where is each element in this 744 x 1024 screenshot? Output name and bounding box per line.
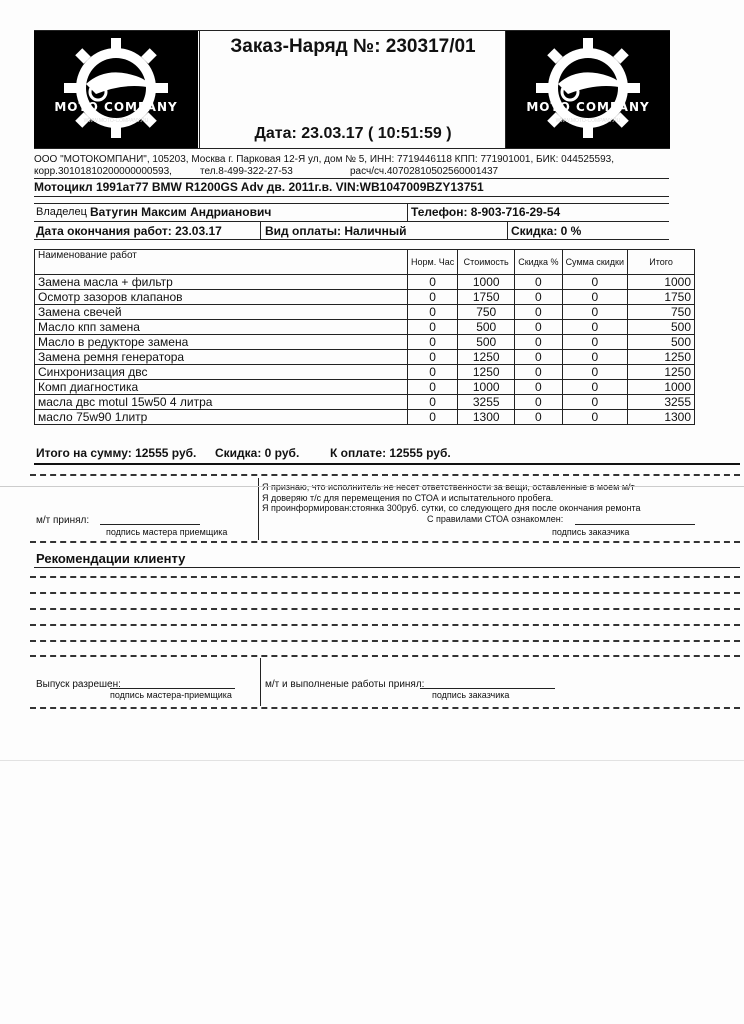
cell-disc-sum: 0 xyxy=(562,365,627,380)
accept-label: м/т принял: xyxy=(36,515,90,526)
terms-line: Я доверяю т/с для перемещения по СТОА и испытательного пробега. xyxy=(262,492,554,503)
total-sum: Итого на сумму: 12555 руб. xyxy=(36,446,197,460)
payment-type: Вид оплаты: Наличный xyxy=(265,224,407,238)
cell-disc: 0 xyxy=(515,365,562,380)
cell-disc: 0 xyxy=(515,275,562,290)
cell-disc-sum: 0 xyxy=(562,290,627,305)
signature-line xyxy=(110,688,235,689)
cell-disc-sum: 0 xyxy=(562,305,627,320)
cell-disc-sum: 0 xyxy=(562,410,627,425)
table-row xyxy=(35,305,695,320)
page-title: Заказ-Наряд №: 230317/01 xyxy=(230,36,476,57)
col-header-total: Итого xyxy=(628,250,695,275)
cell-norm: 0 xyxy=(408,395,458,410)
paper-fold xyxy=(0,760,744,761)
table-row xyxy=(35,350,695,365)
header-border xyxy=(34,30,670,31)
company-phone: тел.8-499-322-27-53 xyxy=(200,166,293,177)
table-row xyxy=(35,365,695,380)
header-border xyxy=(34,148,670,149)
dashed-line xyxy=(30,592,740,594)
separator xyxy=(34,567,740,568)
table-row xyxy=(35,395,695,410)
signature-line xyxy=(420,688,555,689)
cell-cost: 1250 xyxy=(458,365,515,380)
logo-text: MOTO COMPANY xyxy=(54,100,178,114)
dashed-line xyxy=(30,640,740,642)
cell-disc: 0 xyxy=(515,395,562,410)
cell-name: Осмотр зазоров клапанов xyxy=(35,290,408,305)
logo-url: WWW.MOTO-COMPANY.RU xyxy=(555,118,621,124)
total-discount: Скидка: 0 руб. xyxy=(215,446,300,460)
col-header-cost: Стоимость xyxy=(458,250,515,275)
company-info: ООО "МОТОКОМПАНИ", 105203, Москва г. Парковая 12-Я ул, дом № 5, ИНН: 7719446118 КПП: 771901001, БИК: 044525593, xyxy=(34,154,615,165)
acceptance-terms xyxy=(262,482,641,524)
dashed-line xyxy=(30,576,740,578)
cell-cost: 1250 xyxy=(458,350,515,365)
services-table xyxy=(34,249,695,425)
cell-cost: 500 xyxy=(458,320,515,335)
separator xyxy=(34,196,669,197)
cell-total: 1250 xyxy=(628,365,695,380)
separator xyxy=(260,221,261,239)
cell-cost: 1000 xyxy=(458,380,515,395)
terms-line: С правилами СТОА ознакомлен: xyxy=(427,513,564,524)
table-row xyxy=(35,335,695,350)
cell-total: 1750 xyxy=(628,290,695,305)
cell-disc: 0 xyxy=(515,335,562,350)
cell-name: Синхронизация двс xyxy=(35,365,408,380)
release-customer-caption: подпись заказчика xyxy=(432,690,510,700)
cell-name: Масло в редукторе замена xyxy=(35,335,408,350)
owner-label: Владелец xyxy=(36,206,87,218)
cell-cost: 3255 xyxy=(458,395,515,410)
recommendations-title: Рекомендации клиенту xyxy=(36,551,186,566)
cell-norm: 0 xyxy=(408,275,458,290)
cell-disc: 0 xyxy=(515,350,562,365)
cell-total: 500 xyxy=(628,320,695,335)
col-header-discount-sum: Сумма скидки xyxy=(562,250,627,275)
dashed-separator xyxy=(30,541,740,543)
cell-name: Замена свечей xyxy=(35,305,408,320)
work-end-date: Дата окончания работ: 23.03.17 xyxy=(36,224,222,238)
company-corr-account: корр.30101810200000000593, xyxy=(34,166,172,177)
paper-fold xyxy=(0,486,744,487)
company-logo-left xyxy=(34,30,198,148)
col-header-norm: Норм. Час xyxy=(408,250,458,275)
cell-name: Масло кпп замена xyxy=(35,320,408,335)
cell-norm: 0 xyxy=(408,365,458,380)
dashed-separator xyxy=(30,655,740,657)
col-header-name: Наименование работ xyxy=(35,250,408,275)
cell-norm: 0 xyxy=(408,350,458,365)
separator xyxy=(507,221,508,239)
release-customer-label: м/т и выполненые работы принял: xyxy=(265,679,425,690)
company-logo-right xyxy=(506,30,670,148)
separator xyxy=(34,463,740,465)
cell-disc-sum: 0 xyxy=(562,380,627,395)
cell-norm: 0 xyxy=(408,320,458,335)
accept-customer-caption: подпись заказчика xyxy=(552,527,630,537)
cell-disc: 0 xyxy=(515,380,562,395)
cell-norm: 0 xyxy=(408,410,458,425)
cell-name: Замена ремня генератора xyxy=(35,350,408,365)
cell-total: 1000 xyxy=(628,275,695,290)
gear-icon xyxy=(528,36,648,140)
separator xyxy=(34,221,669,222)
dashed-separator xyxy=(30,707,740,709)
cell-name: масла двс motul 15w50 4 литра xyxy=(35,395,408,410)
accept-master-caption: подпись мастера приемщика xyxy=(106,527,228,537)
signature-line xyxy=(100,524,200,525)
cell-total: 1000 xyxy=(628,380,695,395)
cell-cost: 750 xyxy=(458,305,515,320)
cell-disc-sum: 0 xyxy=(562,350,627,365)
cell-norm: 0 xyxy=(408,335,458,350)
separator xyxy=(34,178,669,179)
table-row xyxy=(35,320,695,335)
cell-name: Комп диагностика xyxy=(35,380,408,395)
cell-name: масло 75w90 1литр xyxy=(35,410,408,425)
vehicle-info: Мотоцикл 1991ат77 BMW R1200GS Adv дв. 2011г.в. VIN:WB1047009BZY13751 xyxy=(34,180,484,194)
cell-disc: 0 xyxy=(515,410,562,425)
gear-icon xyxy=(56,36,176,140)
dashed-separator xyxy=(30,474,740,476)
table-row xyxy=(35,410,695,425)
separator xyxy=(407,203,408,221)
dashed-line xyxy=(30,624,740,626)
cell-cost: 1300 xyxy=(458,410,515,425)
discount-percent: Скидка: 0 % xyxy=(511,224,582,238)
table-row xyxy=(35,275,695,290)
total-to-pay: К оплате: 12555 руб. xyxy=(330,446,451,460)
signature-line xyxy=(575,524,695,525)
separator xyxy=(260,658,261,706)
cell-disc: 0 xyxy=(515,290,562,305)
cell-cost: 500 xyxy=(458,335,515,350)
release-master-caption: подпись мастера-приемщика xyxy=(110,690,232,700)
cell-norm: 0 xyxy=(408,290,458,305)
cell-disc-sum: 0 xyxy=(562,320,627,335)
cell-total: 500 xyxy=(628,335,695,350)
cell-disc-sum: 0 xyxy=(562,275,627,290)
cell-cost: 1750 xyxy=(458,290,515,305)
cell-disc: 0 xyxy=(515,305,562,320)
separator xyxy=(34,203,669,204)
release-label: Выпуск разрешен: xyxy=(36,679,121,690)
owner-phone: Телефон: 8-903-716-29-54 xyxy=(411,205,561,219)
order-date: Дата: 23.03.17 ( 10:51:59 ) xyxy=(254,125,452,142)
cell-disc: 0 xyxy=(515,320,562,335)
table-row xyxy=(35,380,695,395)
terms-line: Я признаю, что исполнитель не несет ответственности за вещи, оставленные в моем м/т xyxy=(262,482,635,492)
cell-norm: 0 xyxy=(408,305,458,320)
terms-line: Я проинформирован:стоянка 300руб. сутки, со следующего дня после окончания ремонта xyxy=(262,503,641,513)
logo-text: MOTO COMPANY xyxy=(526,100,650,114)
separator xyxy=(34,239,669,240)
company-account: расч/сч.40702810502560001437 xyxy=(350,166,499,177)
cell-total: 750 xyxy=(628,305,695,320)
col-header-discount: Скидка % xyxy=(515,250,562,275)
cell-cost: 1000 xyxy=(458,275,515,290)
dashed-line xyxy=(30,608,740,610)
separator xyxy=(258,478,259,540)
cell-norm: 0 xyxy=(408,380,458,395)
cell-total: 1300 xyxy=(628,410,695,425)
cell-name: Замена масла + фильтр xyxy=(35,275,408,290)
cell-disc-sum: 0 xyxy=(562,335,627,350)
cell-disc-sum: 0 xyxy=(562,395,627,410)
cell-total: 1250 xyxy=(628,350,695,365)
cell-total: 3255 xyxy=(628,395,695,410)
table-header-row xyxy=(35,250,695,275)
table-row xyxy=(35,290,695,305)
logo-url: WWW.MOTO-COMPANY.RU xyxy=(83,118,149,124)
owner-name: Ватугин Максим Андрианович xyxy=(90,205,272,219)
